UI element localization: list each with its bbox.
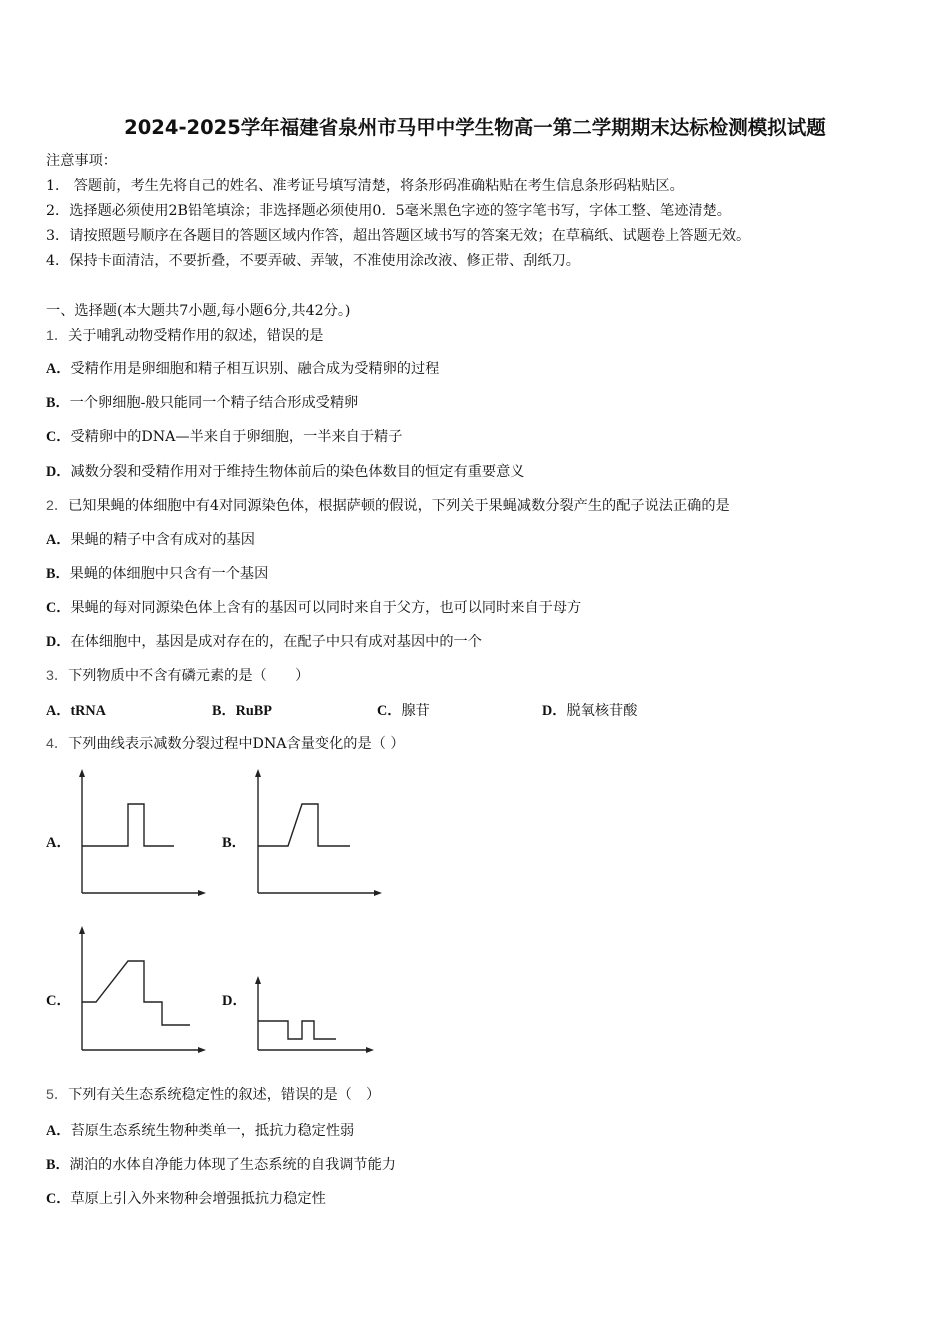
- y-arrow: [255, 976, 261, 984]
- notice-item: 2．选择题必须使用2B铅笔填涂；非选择题必须使用0．5毫米黑色字迹的签字笔书写，字体工整、笔迹清楚。: [46, 203, 731, 219]
- q5-option-a: A．苔原生态系统生物种类单一，抵抗力稳定性弱: [46, 1123, 355, 1139]
- curve-a: [82, 804, 174, 846]
- graph-a: [70, 765, 210, 900]
- question-number: 1．: [46, 328, 69, 344]
- notice-item: 4．保持卡面清洁，不要折叠，不要弄破、弄皱，不准使用涂改液、修正带、刮纸刀。: [46, 253, 580, 269]
- question-2: [46, 496, 730, 516]
- graph-c-label: C．: [46, 993, 71, 1009]
- graph-c: [70, 922, 210, 1057]
- question-1: [46, 326, 323, 346]
- notice-heading: 注意事项：: [46, 153, 117, 169]
- q2-option-d: D．在体细胞中，基因是成对存在的，在配子中只有成对基因中的一个: [46, 634, 482, 650]
- notice-item: 3．请按照题号顺序在各题目的答题区域内作答，超出答题区域书写的答案无效；在草稿纸、试题卷上答题无效。: [46, 228, 751, 244]
- x-arrow: [198, 1047, 206, 1053]
- curve-b: [258, 804, 350, 846]
- notice-item: 1． 答题前，考生先将自己的姓名、准考证号填写清楚，将条形码准确粘贴在考生信息条形码粘贴区。: [46, 178, 684, 194]
- q3-option-a: A．tRNA: [46, 703, 106, 719]
- curve-d: [258, 1021, 336, 1039]
- question-stem: 关于哺乳动物受精作用的叙述，错误的是: [68, 328, 324, 344]
- question-stem: 已知果蝇的体细胞中有4对同源染色体，根据萨顿的假说，下列关于果蝇减数分裂产生的配子说法正确的是: [68, 498, 730, 514]
- y-arrow: [79, 769, 85, 777]
- x-arrow: [374, 890, 382, 896]
- q3-option-d: D．脱氧核苷酸: [542, 703, 638, 719]
- q1-option-d: D．减数分裂和受精作用对于维持生物体前后的染色体数目的恒定有重要意义: [46, 464, 525, 480]
- q2-option-b: B．果蝇的体细胞中只含有一个基因: [46, 566, 269, 582]
- question-number: 5．: [46, 1087, 69, 1103]
- q5-option-c: C．草原上引入外来物种会增强抵抗力稳定性: [46, 1191, 326, 1207]
- q1-option-b: B．一个卵细胞-般只能同一个精子结合形成受精卵: [46, 395, 359, 411]
- x-arrow: [366, 1047, 374, 1053]
- q3-option-c: C．腺苷: [377, 703, 430, 719]
- question-stem: 下列曲线表示减数分裂过程中DNA含量变化的是（ ）: [68, 736, 405, 752]
- question-4: [46, 734, 405, 754]
- question-3: [46, 666, 309, 686]
- curve-c: [82, 961, 190, 1025]
- q5-option-b: B．湖泊的水体自净能力体现了生态系统的自我调节能力: [46, 1157, 396, 1173]
- question-number: 2．: [46, 498, 69, 514]
- graph-a-label: A．: [46, 835, 71, 851]
- y-arrow: [255, 769, 261, 777]
- section-heading: 一、选择题(本大题共7小题,每小题6分,共42分。): [46, 303, 351, 319]
- graph-d-label: D．: [222, 993, 247, 1009]
- question-stem: 下列物质中不含有磷元素的是（ ）: [68, 668, 310, 684]
- q1-option-a: A．受精作用是卵细胞和精子相互识别、融合成为受精卵的过程: [46, 361, 440, 377]
- question-number: 3．: [46, 668, 69, 684]
- question-number: 4．: [46, 736, 69, 752]
- y-arrow: [79, 926, 85, 934]
- graph-b: [246, 765, 386, 900]
- question-5: [46, 1085, 380, 1105]
- question-stem: 下列有关生态系统稳定性的叙述，错误的是（ ）: [68, 1087, 381, 1103]
- graph-d: [246, 970, 386, 1055]
- graph-b-label: B．: [222, 835, 247, 851]
- q1-option-c: C．受精卵中的DNA—半来自于卵细胞，一半来自于精子: [46, 429, 403, 445]
- q2-option-c: C．果蝇的每对同源染色体上含有的基因可以同时来自于父方，也可以同时来自于母方: [46, 600, 582, 616]
- q3-option-b: B．RuBP: [212, 703, 272, 719]
- page-title: 2024-2025学年福建省泉州市马甲中学生物高一第二学期期末达标检测模拟试题: [124, 116, 826, 139]
- x-arrow: [198, 890, 206, 896]
- q2-option-a: A．果蝇的精子中含有成对的基因: [46, 532, 255, 548]
